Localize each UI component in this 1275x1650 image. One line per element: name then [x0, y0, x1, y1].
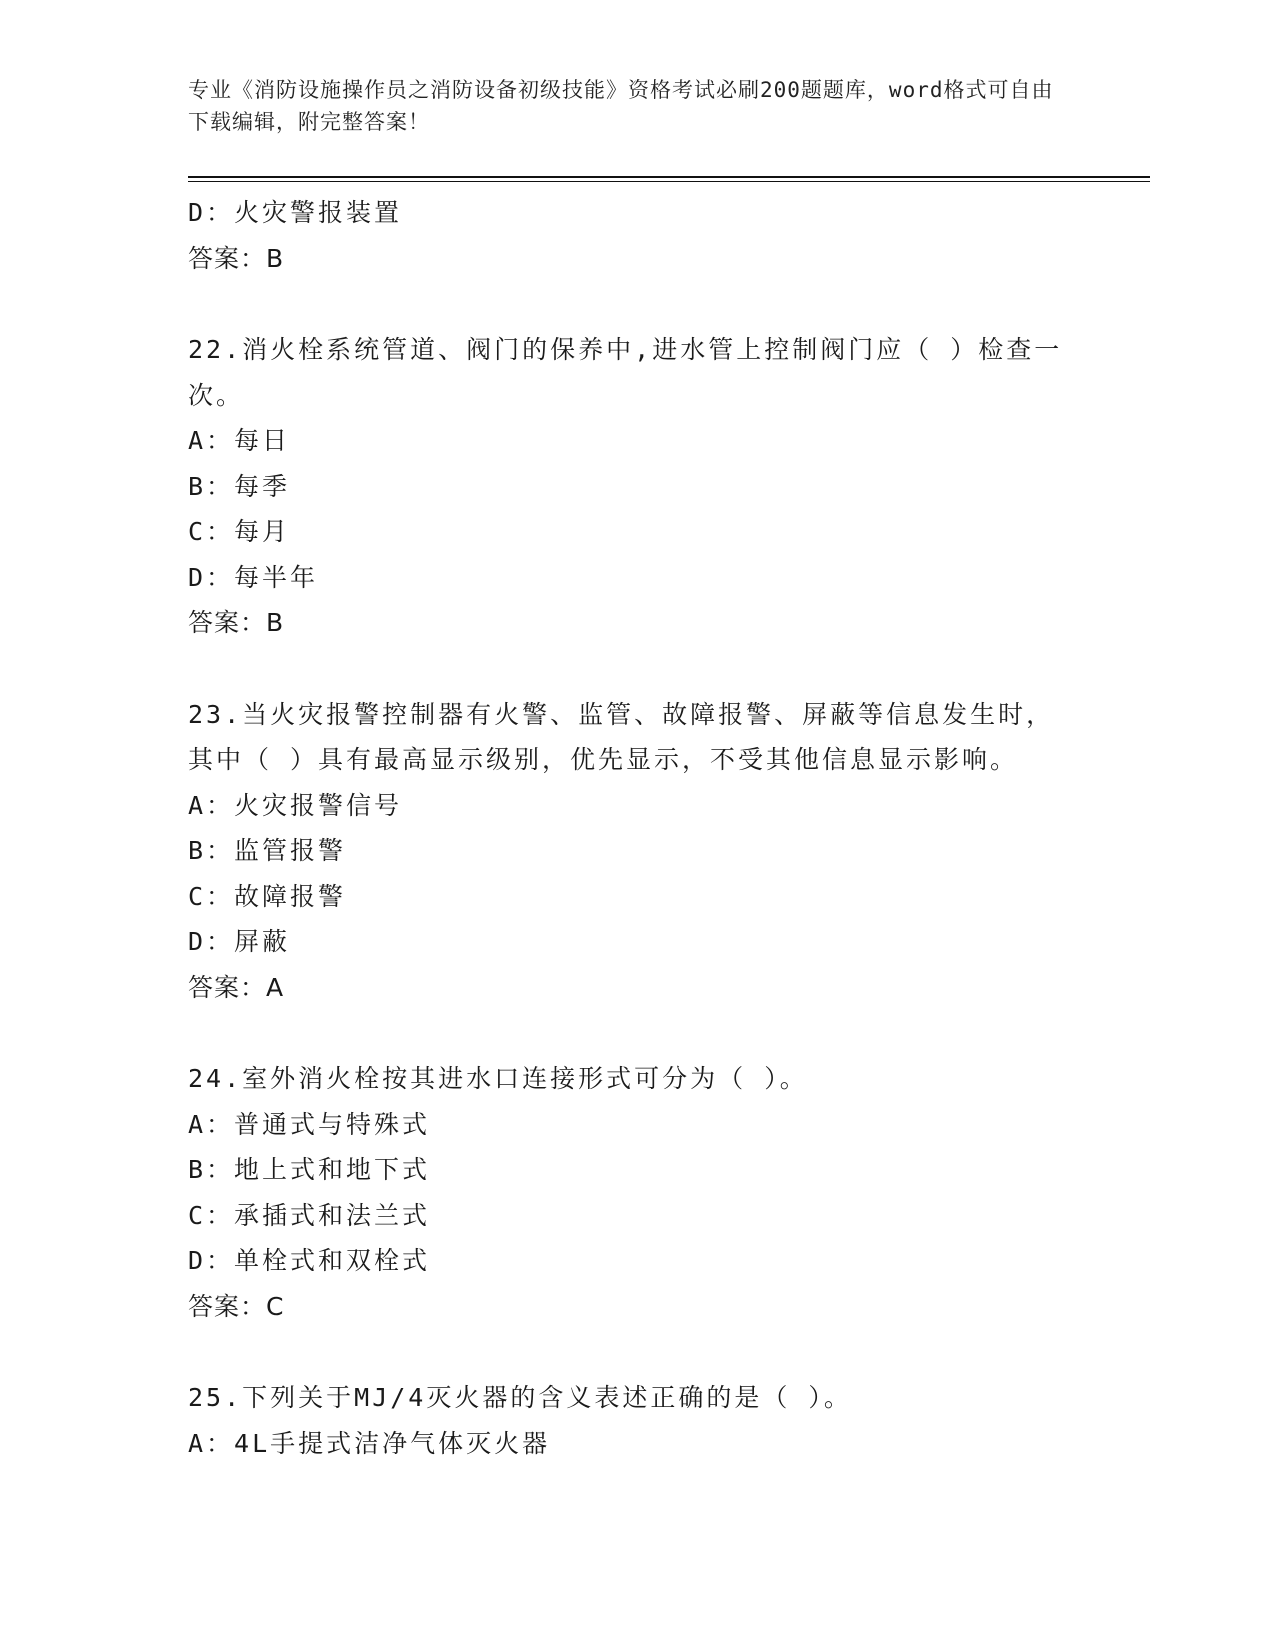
- option-d: D：每半年: [188, 562, 319, 592]
- option-c: C：承插式和法兰式: [188, 1200, 431, 1230]
- option-a: A：火灾报警信号: [188, 790, 403, 820]
- partial-question: [188, 190, 1068, 281]
- option-c: C：故障报警: [188, 881, 347, 911]
- option-d: D：火灾警报装置: [188, 198, 403, 227]
- question-stem: 22.消火栓系统管道、阀门的保养中,进水管上控制阀门应（ ）检查一次。: [188, 335, 1063, 410]
- question-23: [188, 692, 1068, 1011]
- question-22: [188, 327, 1068, 646]
- document-header: 专业《消防设施操作员之消防设备初级技能》资格考试必刷200题题库，word格式可自由下载编辑，附完整答案！: [188, 78, 1054, 134]
- question-25: [188, 1375, 1068, 1466]
- header-rule-thin: [188, 181, 1150, 182]
- question-24: [188, 1056, 1068, 1329]
- option-d: D：单栓式和双栓式: [188, 1246, 431, 1275]
- header-rule-thick: [188, 176, 1150, 178]
- question-stem: 24.室外消火栓按其进水口连接形式可分为（ ）。: [188, 1064, 808, 1093]
- option-b: B：每季: [188, 471, 291, 501]
- question-stem: 25.下列关于MJ/4灭火器的含义表述正确的是（ ）。: [188, 1383, 852, 1412]
- option-a: A：4L手提式洁净气体灭火器: [188, 1428, 551, 1458]
- question-spacer: [188, 281, 1068, 327]
- option-b: B：监管报警: [188, 836, 347, 865]
- option-b: B：地上式和地下式: [188, 1155, 431, 1184]
- answer-line: 答案：B: [188, 608, 285, 637]
- question-spacer: [188, 1329, 1068, 1375]
- option-d: D：屏蔽: [188, 927, 291, 956]
- answer-line: 答案：B: [188, 243, 285, 273]
- question-spacer: [188, 1010, 1068, 1056]
- answer-line: 答案：A: [188, 972, 285, 1002]
- option-a: A：每日: [188, 426, 291, 455]
- question-list: [188, 190, 1068, 1466]
- answer-line: 答案：C: [188, 1291, 285, 1321]
- option-c: C：每月: [188, 517, 291, 546]
- question-stem: 23.当火灾报警控制器有火警、监管、故障报警、屏蔽等信息发生时，其中（ ）具有最高显示级别，优先显示，不受其他信息显示影响。: [188, 699, 1055, 774]
- option-a: A：普通式与特殊式: [188, 1109, 431, 1139]
- question-spacer: [188, 646, 1068, 692]
